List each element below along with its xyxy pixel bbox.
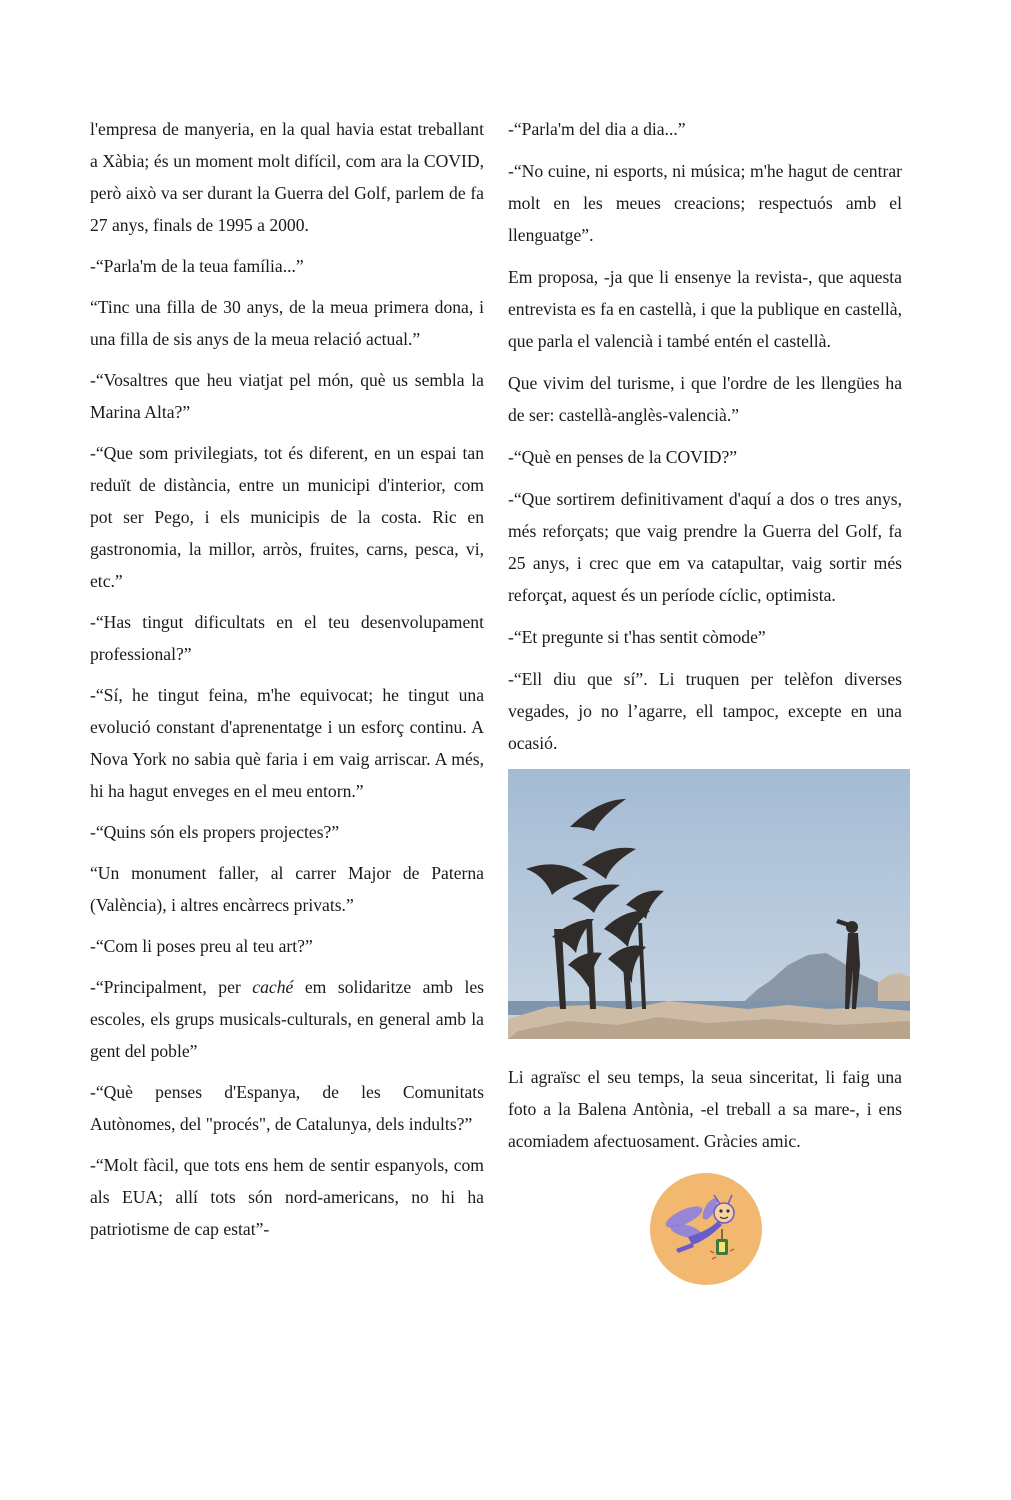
paragraph: -“Et pregunte si t'has sentit còmode” — [508, 627, 766, 647]
paragraph: “Tinc una filla de 30 anys, de la meua primera dona, i una filla de sis anys de la meua relació actual.” — [90, 297, 484, 349]
paragraph: -“Que sortirem definitivament d'aquí a dos o tres anys, més reforçats; que vaig prendre la Guerra del Golf, fa 25 anys, i crec que em va catapultar, vaig sortir més reforçat, aquest és un període cíclic, optimista. — [508, 489, 902, 605]
paragraph: -“Què en penses de la COVID?” — [508, 447, 738, 467]
paragraph: -“Has tingut dificultats en el teu desenvolupament professional?” — [90, 612, 484, 664]
paragraph: -“Sí, he tingut feina, m'he equivocat; he tingut una evolució constant d'aprenentatge i un esforç continu. A Nova York no sabia què faria i em vaig arriscar. A més, hi ha hagut enveges en el meu entorn.” — [90, 685, 484, 801]
paragraph: Em proposa, -ja que li ensenye la revista-, que aquesta entrevista es fa en castellà, i que la publique en castellà, que parla el valencià i també entén el castellà. — [508, 267, 902, 351]
dragonfly-logo-icon — [648, 1171, 764, 1287]
paragraph: -“Parla'm de la teua família...” — [90, 256, 304, 276]
closing-paragraph: Li agraïsc el seu temps, la seua sinceritat, li faig una foto a la Balena Antònia, -el treball a sa mare-, i ens acomiadem afectuosament. Gràcies amic. — [508, 1067, 902, 1151]
right-column — [508, 113, 902, 1301]
paragraph: l'empresa de manyeria, en la qual havia estat treballant a Xàbia; és un moment molt difícil, com ara la COVID, però això va ser durant la Guerra del Golf, parlem de fa 27 anys, finals de 1995 a 2000. — [90, 119, 484, 235]
paragraph: -“Ell diu que sí”. Li truquen per telèfon diverses vegades, jo no l’agarre, ell tampoc, excepte en una ocasió. — [508, 669, 902, 753]
text-run: -“Principalment, per — [90, 977, 253, 997]
paragraph: -“Molt fàcil, que tots ens hem de sentir espanyols, com als EUA; allí tots són nord-americans, no hi ha patriotisme de cap estat”- — [90, 1155, 484, 1239]
left-column — [90, 113, 484, 1254]
italic-word: caché — [252, 977, 294, 997]
text-run: em solidaritze amb les escoles, els grups musicals-culturals, en general amb la gent del poble” — [90, 977, 485, 1061]
paragraph: -“Com li poses preu al teu art?” — [90, 936, 313, 956]
paragraph: -“Quins són els propers projectes?” — [90, 822, 340, 842]
paragraph — [90, 971, 484, 1067]
paragraph: -“No cuine, ni esports, ni música; m'he hagut de centrar molt en les meues creacions; respectuós amb el llenguatge”. — [508, 161, 902, 245]
paragraph: -“Què penses d'Espanya, de les Comunitats Autònomes, del "procés", de Catalunya, dels indults?” — [90, 1082, 484, 1134]
paragraph: Que vivim del turisme, i que l'ordre de les llengües ha de ser: castellà-anglès-valencià.” — [508, 373, 902, 425]
paragraph: -“Que som privilegiats, tot és diferent, en un espai tan reduït de distància, entre un municipi d'interior, com pot ser Pego, i els municipis de la costa. Ric en gastronomia, la millor, arròs, fruites, carns, pesca, vi, etc.” — [90, 443, 484, 591]
paragraph: “Un monument faller, al carrer Major de Paterna (València), i altres encàrrecs privats.” — [90, 863, 484, 915]
logo-area — [508, 1171, 902, 1301]
paragraph: -“Vosaltres que heu viatjat pel món, què us sembla la Marina Alta?” — [90, 370, 484, 422]
paragraph: -“Parla'm del dia a dia...” — [508, 119, 686, 139]
sculpture-birds-photo — [508, 769, 910, 1039]
